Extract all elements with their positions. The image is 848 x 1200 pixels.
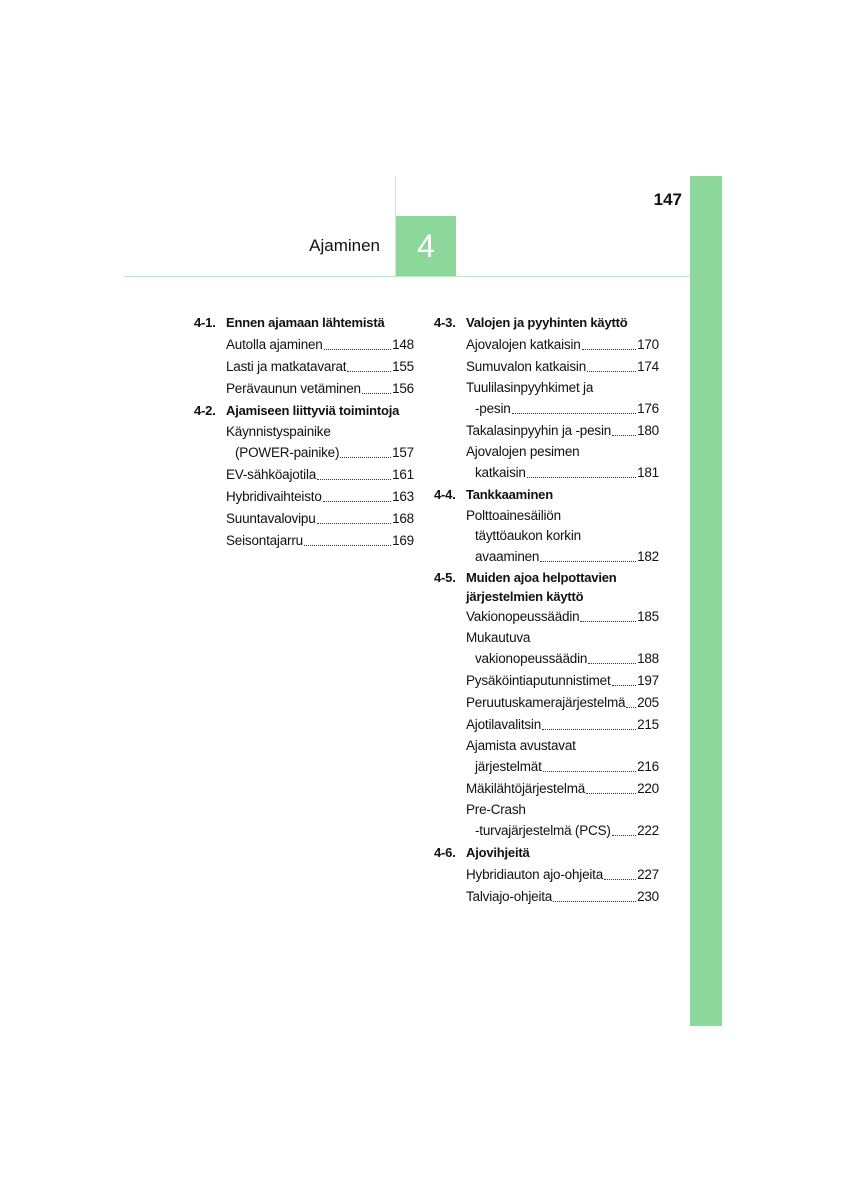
dot-leader <box>347 371 391 372</box>
toc-entry-page[interactable]: 169 <box>392 533 414 548</box>
toc-entry[interactable] <box>226 378 414 400</box>
toc-entry[interactable] <box>466 648 659 670</box>
dot-leader <box>553 901 636 902</box>
toc-entry-label[interactable]: Autolla ajaminen <box>226 337 323 352</box>
toc-entry-label[interactable]: Hybridiauton ajo-ohjeita <box>466 867 604 882</box>
toc-entry-page[interactable]: 205 <box>637 695 659 710</box>
section-number: 4-3. <box>434 315 456 330</box>
toc-entry-label[interactable]: Sumuvalon katkaisin <box>466 359 587 374</box>
toc-entry-label[interactable]: Hybridivaihteisto <box>226 489 322 504</box>
section-heading <box>434 842 659 864</box>
toc-entry[interactable] <box>226 356 414 378</box>
toc-entry[interactable] <box>466 778 659 800</box>
toc-entry-page[interactable]: 220 <box>637 781 659 796</box>
toc-entry-label[interactable]: -pesin <box>475 401 511 416</box>
toc-right-column <box>434 312 659 908</box>
toc-entry-page[interactable]: 163 <box>392 489 414 504</box>
dot-leader <box>604 879 636 880</box>
chapter-side-tab <box>690 176 722 1026</box>
toc-entry-page[interactable]: 155 <box>392 359 414 374</box>
toc-entry-page[interactable]: 176 <box>637 401 659 416</box>
section-title: Muiden ajoa helpottavien <box>466 570 617 585</box>
dot-leader <box>582 349 636 350</box>
header-divider-horizontal <box>124 276 690 277</box>
toc-entry-page[interactable]: 156 <box>392 381 414 396</box>
toc-entry[interactable] <box>466 820 659 842</box>
toc-entry[interactable] <box>466 356 659 378</box>
toc-entry-page[interactable]: 185 <box>637 609 659 624</box>
toc-entry-label[interactable]: Takalasinpyyhin ja -pesin <box>466 423 612 438</box>
toc-entry-text: täyttöaukon korkin <box>475 528 581 543</box>
toc-entry-label[interactable]: avaaminen <box>475 549 540 564</box>
toc-entry[interactable] <box>226 464 414 486</box>
toc-entry[interactable] <box>226 508 414 530</box>
toc-entry-label[interactable]: Mäkilähtöjärjestelmä <box>466 781 586 796</box>
toc-entry-label[interactable]: järjestelmät <box>475 759 542 774</box>
toc-entry-page[interactable]: 230 <box>637 889 659 904</box>
dot-leader <box>626 707 636 708</box>
section-number: 4-6. <box>434 845 456 860</box>
dot-leader <box>586 793 636 794</box>
toc-entry-label[interactable]: Pysäköintiaputunnistimet <box>466 673 611 688</box>
toc-entry-page[interactable]: 181 <box>637 465 659 480</box>
section-heading <box>194 312 414 334</box>
section-heading <box>434 312 659 334</box>
toc-entry-label[interactable]: katkaisin <box>475 465 526 480</box>
toc-entry[interactable] <box>466 462 659 484</box>
section-title-line2: järjestelmien käyttö <box>466 589 584 604</box>
dot-leader <box>612 685 637 686</box>
toc-entry-label[interactable]: Vakionopeussäädin <box>466 609 580 624</box>
dot-leader <box>612 435 636 436</box>
section-number: 4-2. <box>194 403 216 418</box>
dot-leader <box>317 523 392 524</box>
dot-leader <box>304 545 391 546</box>
toc-entry[interactable] <box>466 886 659 908</box>
dot-leader <box>362 393 391 394</box>
toc-entry[interactable] <box>466 714 659 736</box>
toc-entry-page[interactable]: 222 <box>637 823 659 838</box>
dot-leader <box>540 561 636 562</box>
toc-entry-text: Käynnistyspainike <box>226 424 331 439</box>
section-number: 4-4. <box>434 487 456 502</box>
section-title: Tankkaaminen <box>466 487 553 502</box>
dot-leader <box>587 371 636 372</box>
toc-entry-text: Tuulilasinpyyhkimet ja <box>466 380 594 395</box>
toc-entry-label[interactable]: Seisontajarru <box>226 533 303 548</box>
dot-leader <box>612 835 636 836</box>
toc-entry-label[interactable]: Lasti ja matkatavarat <box>226 359 347 374</box>
section-title: Ajamiseen liittyviä toimintoja <box>226 403 400 418</box>
toc-entry-label[interactable]: Ajotilavalitsin <box>466 717 542 732</box>
toc-entry-text: Polttoainesäiliön <box>466 508 561 523</box>
section-number: 4-5. <box>434 570 456 585</box>
toc-entry[interactable] <box>226 530 414 552</box>
toc-entry-page[interactable]: 227 <box>637 867 659 882</box>
dot-leader <box>527 477 636 478</box>
toc-entry[interactable] <box>226 334 414 356</box>
toc-entry-page[interactable]: 182 <box>637 549 659 564</box>
section-heading <box>434 484 659 506</box>
dot-leader <box>543 771 636 772</box>
toc-entry-label[interactable]: Talviajo-ohjeita <box>466 889 553 904</box>
dot-leader <box>324 349 391 350</box>
toc-entry-text: Mukautuva <box>466 630 531 645</box>
toc-entry[interactable] <box>466 864 659 886</box>
toc-entry[interactable] <box>226 442 414 464</box>
toc-left-column <box>194 312 414 552</box>
toc-entry-page[interactable]: 157 <box>392 445 414 460</box>
toc-entry-page[interactable]: 180 <box>637 423 659 438</box>
page-number: 147 <box>653 190 682 209</box>
toc-entry[interactable] <box>226 486 414 508</box>
toc-entry-page[interactable]: 168 <box>392 511 414 526</box>
toc-entry-page[interactable]: 216 <box>637 759 659 774</box>
toc-entry-text: Ajovalojen pesimen <box>466 444 580 459</box>
toc-entry[interactable] <box>466 398 659 420</box>
toc-entry-label[interactable]: vakionopeussäädin <box>475 651 588 666</box>
dot-leader <box>340 457 391 458</box>
dot-leader <box>588 663 636 664</box>
toc-entry-label[interactable]: Perävaunun vetäminen <box>226 381 361 396</box>
toc-entry-label[interactable]: Peruutuskamerajärjestelmä <box>466 695 626 710</box>
dot-leader <box>542 729 636 730</box>
toc-entry-label[interactable]: -turvajärjestelmä (PCS) <box>475 823 611 838</box>
toc-entry-label[interactable]: (POWER-painike) <box>235 445 340 460</box>
toc-entry-page[interactable]: 188 <box>637 651 659 666</box>
chapter-number-box: 4 <box>396 216 456 276</box>
toc-entry-page[interactable]: 174 <box>637 359 659 374</box>
section-title: Ajovihjeitä <box>466 845 530 860</box>
toc-entry-label[interactable]: Suuntavalovipu <box>226 511 316 526</box>
section-heading <box>194 400 414 422</box>
section-title: Ennen ajamaan lähtemistä <box>226 315 385 330</box>
toc-entry-page[interactable]: 215 <box>637 717 659 732</box>
toc-entry[interactable] <box>466 756 659 778</box>
toc-entry[interactable] <box>466 692 659 714</box>
section-heading <box>434 568 659 606</box>
toc-entry-page[interactable]: 161 <box>392 467 414 482</box>
toc-entry[interactable] <box>466 420 659 442</box>
toc-entry[interactable] <box>466 670 659 692</box>
toc-entry-text: Ajamista avustavat <box>466 738 576 753</box>
dot-leader <box>512 413 636 414</box>
section-number: 4-1. <box>194 315 216 330</box>
toc-entry-page[interactable]: 197 <box>637 673 659 688</box>
dot-leader <box>580 621 636 622</box>
dot-leader <box>323 501 391 502</box>
dot-leader <box>317 479 391 480</box>
toc-entry-label[interactable]: EV-sähköajotila <box>226 467 317 482</box>
toc-entry-page[interactable]: 170 <box>637 337 659 352</box>
toc-entry-page[interactable]: 148 <box>392 337 414 352</box>
chapter-title: Ajaminen <box>309 236 380 255</box>
toc-entry[interactable] <box>466 606 659 628</box>
toc-entry[interactable] <box>466 546 659 568</box>
toc-entry-text: Pre-Crash <box>466 802 526 817</box>
toc-entry[interactable] <box>466 334 659 356</box>
toc-entry-label[interactable]: Ajovalojen katkaisin <box>466 337 581 352</box>
section-title: Valojen ja pyyhinten käyttö <box>466 315 628 330</box>
